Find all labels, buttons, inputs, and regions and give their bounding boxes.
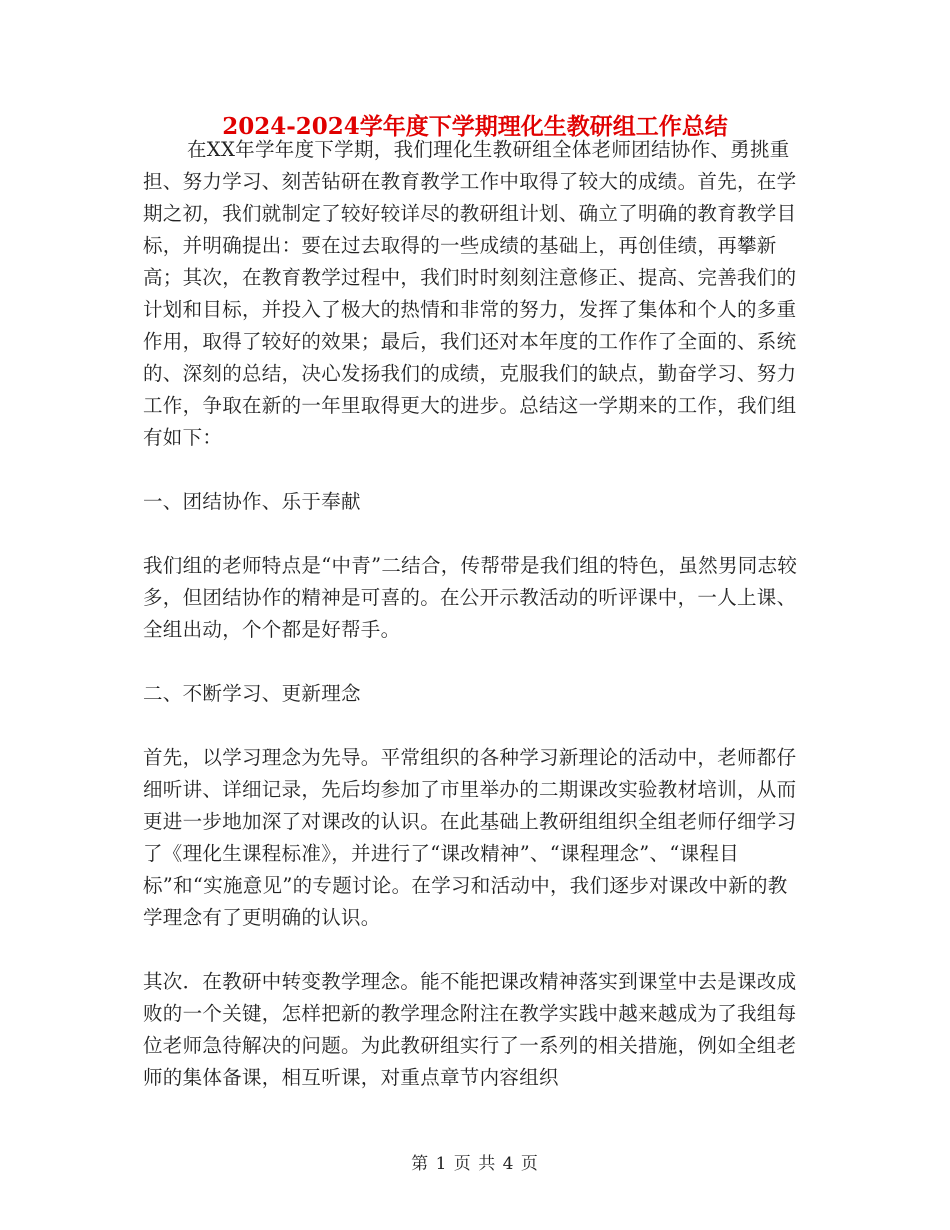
document-body bbox=[143, 134, 807, 1094]
page-footer: 第 1 页 共 4 页 bbox=[411, 1154, 539, 1174]
section-2-paragraph-1: 首先，以学习理念为先导。平常组织的各种学习新理论的活动中，老师都仔细听讲、详细记录，先后均参加了市里举办的二期课改实验教材培训，从而更进一步地加深了对课改的认识。在此基础上教研组组织全组老师仔细学习了《理化生课程标准》，并进行了“课改精神”、“课程理念”、“课程目标”和“实施意见”的专题讨论。在学习和活动中，我们逐步对课改中新的教学理念有了更明确的认识。 bbox=[143, 746, 797, 929]
intro-paragraph: 在XX年学年度下学期，我们理化生教研组全体老师团结协作、勇挑重担、努力学习、刻苦钻研在教育教学工作中取得了较大的成绩。首先，在学期之初，我们就制定了较好较详尽的教研组计划、确立了明确的教育教学目标，并明确提出：要在过去取得的一些成绩的基础上，再创佳绩，再攀新高；其次，在教育教学过程中，我们时时刻刻注意修正、提高、完善我们的计划和目标，并投入了极大的热情和非常的努力，发挥了集体和个人的多重作用，取得了较好的效果；最后，我们还对本年度的工作作了全面的、系统的、深刻的总结，决心发扬我们的成绩，克服我们的缺点，勤奋学习、努力工作，争取在新的一年里取得更大的进步。总结这一学期来的工作，我们组有如下： bbox=[143, 138, 797, 449]
document-title: 2024-2024学年度下学期理化生教研组工作总结 bbox=[222, 113, 728, 140]
section-heading-2: 二、不断学习、更新理念 bbox=[143, 682, 361, 705]
section-heading-1: 一、团结协作、乐于奉献 bbox=[143, 490, 361, 513]
section-1-paragraph: 我们组的老师特点是“中青”二结合，传帮带是我们组的特色，虽然男同志较多，但团结协作的精神是可喜的。在公开示教活动的听评课中，一人上课、全组出动，个个都是好帮手。 bbox=[143, 554, 798, 641]
section-2-paragraph-2: 其次．在教研中转变教学理念。能不能把课改精神落实到课堂中去是课改成败的一个关键，怎样把新的教学理念附注在教学实践中越来越成为了我组每位老师急待解决的问题。为此教研组实行了一系列的相关措施，例如全组老师的集体备课，相互听课，对重点章节内容组织 bbox=[143, 970, 797, 1089]
